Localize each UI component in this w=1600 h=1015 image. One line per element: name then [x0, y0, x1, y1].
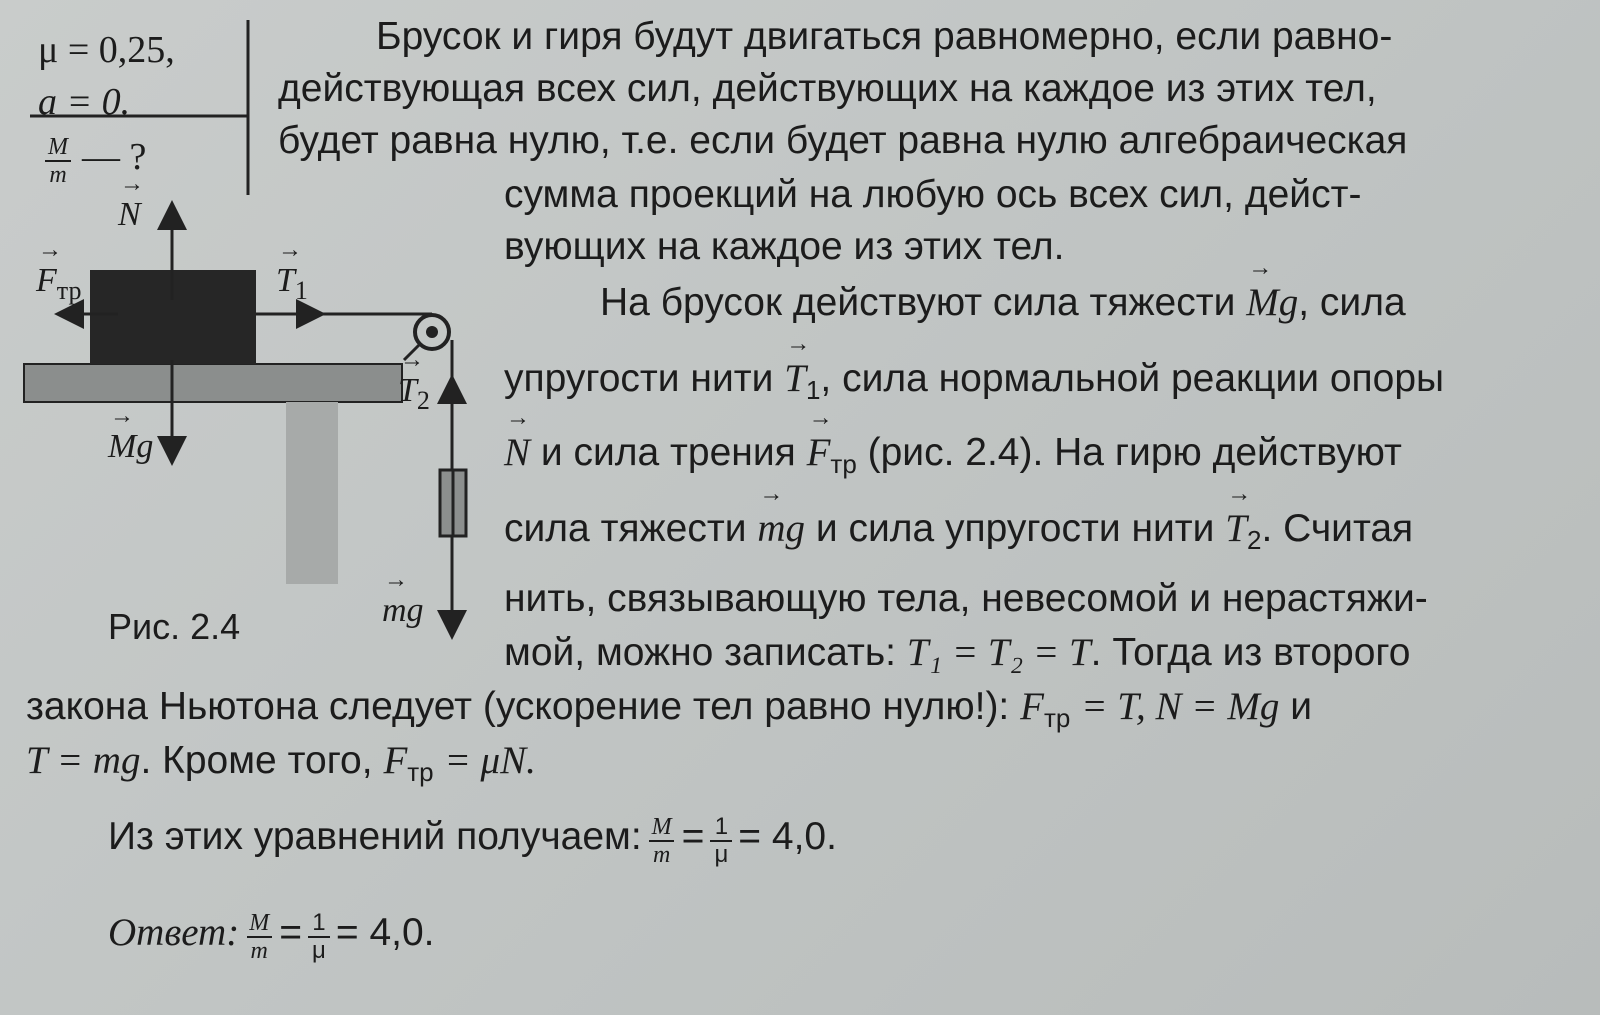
- answer-line: [108, 906, 435, 964]
- label-T1: → $T_1$: [276, 262, 308, 306]
- para2-line2: упругости нити → $T_1$, сила нормальной реакции опоры: [504, 356, 1444, 413]
- given-mu: μ = 0,25,: [38, 29, 175, 71]
- para2-line6: мой, можно записать: T₁ = T₂ = T. Тогда из второго: [504, 631, 1411, 674]
- given-a: a = 0.: [38, 81, 131, 123]
- answer-value: = 4,0.: [335, 911, 435, 954]
- result-equals: =: [681, 815, 705, 858]
- result-lead: Из этих уравнений получаем:: [108, 815, 642, 858]
- result-line: [108, 810, 837, 868]
- para2-line7: закона Ньютона следует (ускорение тел равно нулю!): $F_{тр} = T$, N = Mg и: [26, 685, 1312, 733]
- table-top: [24, 364, 402, 402]
- pulley-axle: [426, 326, 438, 338]
- para2-line3: → N и сила трения → $F_{тр}$ (рис. 2.4). На гирю действуют: [504, 430, 1402, 487]
- para1-line4: сумма проекций на любую ось всех сил, дейст-: [504, 173, 1362, 216]
- label-mg: → mg: [382, 592, 424, 630]
- result-fraction-Mm: $\frac{M}{m}$: [648, 814, 676, 868]
- para1-line2: действующая всех сил, действующих на каждое из этих тел,: [278, 67, 1377, 110]
- para1-line5: вующих на каждое из этих тел.: [504, 225, 1065, 268]
- para1-line1: Брусок и гиря будут двигаться равномерно, если равно-: [376, 15, 1393, 58]
- answer-equals: =: [279, 911, 302, 954]
- label-N: → N: [118, 196, 141, 234]
- para2-line8: T = mg. Кроме того, $F_{тр} = \mu N$.: [26, 739, 536, 787]
- answer-fraction-1mu: $\frac{1}{\mu}$: [308, 910, 330, 964]
- table-leg: [286, 402, 338, 584]
- given-find-num: M: [48, 134, 68, 160]
- given-find-den: m: [45, 160, 70, 188]
- label-Mg: → Mg: [108, 428, 153, 466]
- para2-line5: нить, связывающую тела, невесомой и нерастяжи-: [504, 577, 1428, 620]
- para2-line4: сила тяжести → mg и сила упругости нити → $T_2$. Считая: [504, 506, 1413, 563]
- para1-line3: будет равна нулю, т.е. если будет равна нулю алгебраическая: [278, 119, 1408, 162]
- result-value: = 4,0.: [738, 815, 837, 858]
- answer-fraction-Mm: $\frac{M}{m}$: [245, 910, 273, 964]
- result-fraction-1mu: $\frac{1}{\mu}$: [710, 814, 732, 868]
- para2-line1: На брусок действуют сила тяжести → Mg, сила: [600, 280, 1406, 326]
- figure-caption: Рис. 2.4: [108, 606, 241, 647]
- label-T2: → $T_2$: [398, 372, 430, 416]
- answer-lead: Ответ:: [108, 911, 240, 954]
- label-Ftr: → $F_{тр}$: [36, 262, 81, 306]
- given-find-tail: — ?: [82, 136, 147, 178]
